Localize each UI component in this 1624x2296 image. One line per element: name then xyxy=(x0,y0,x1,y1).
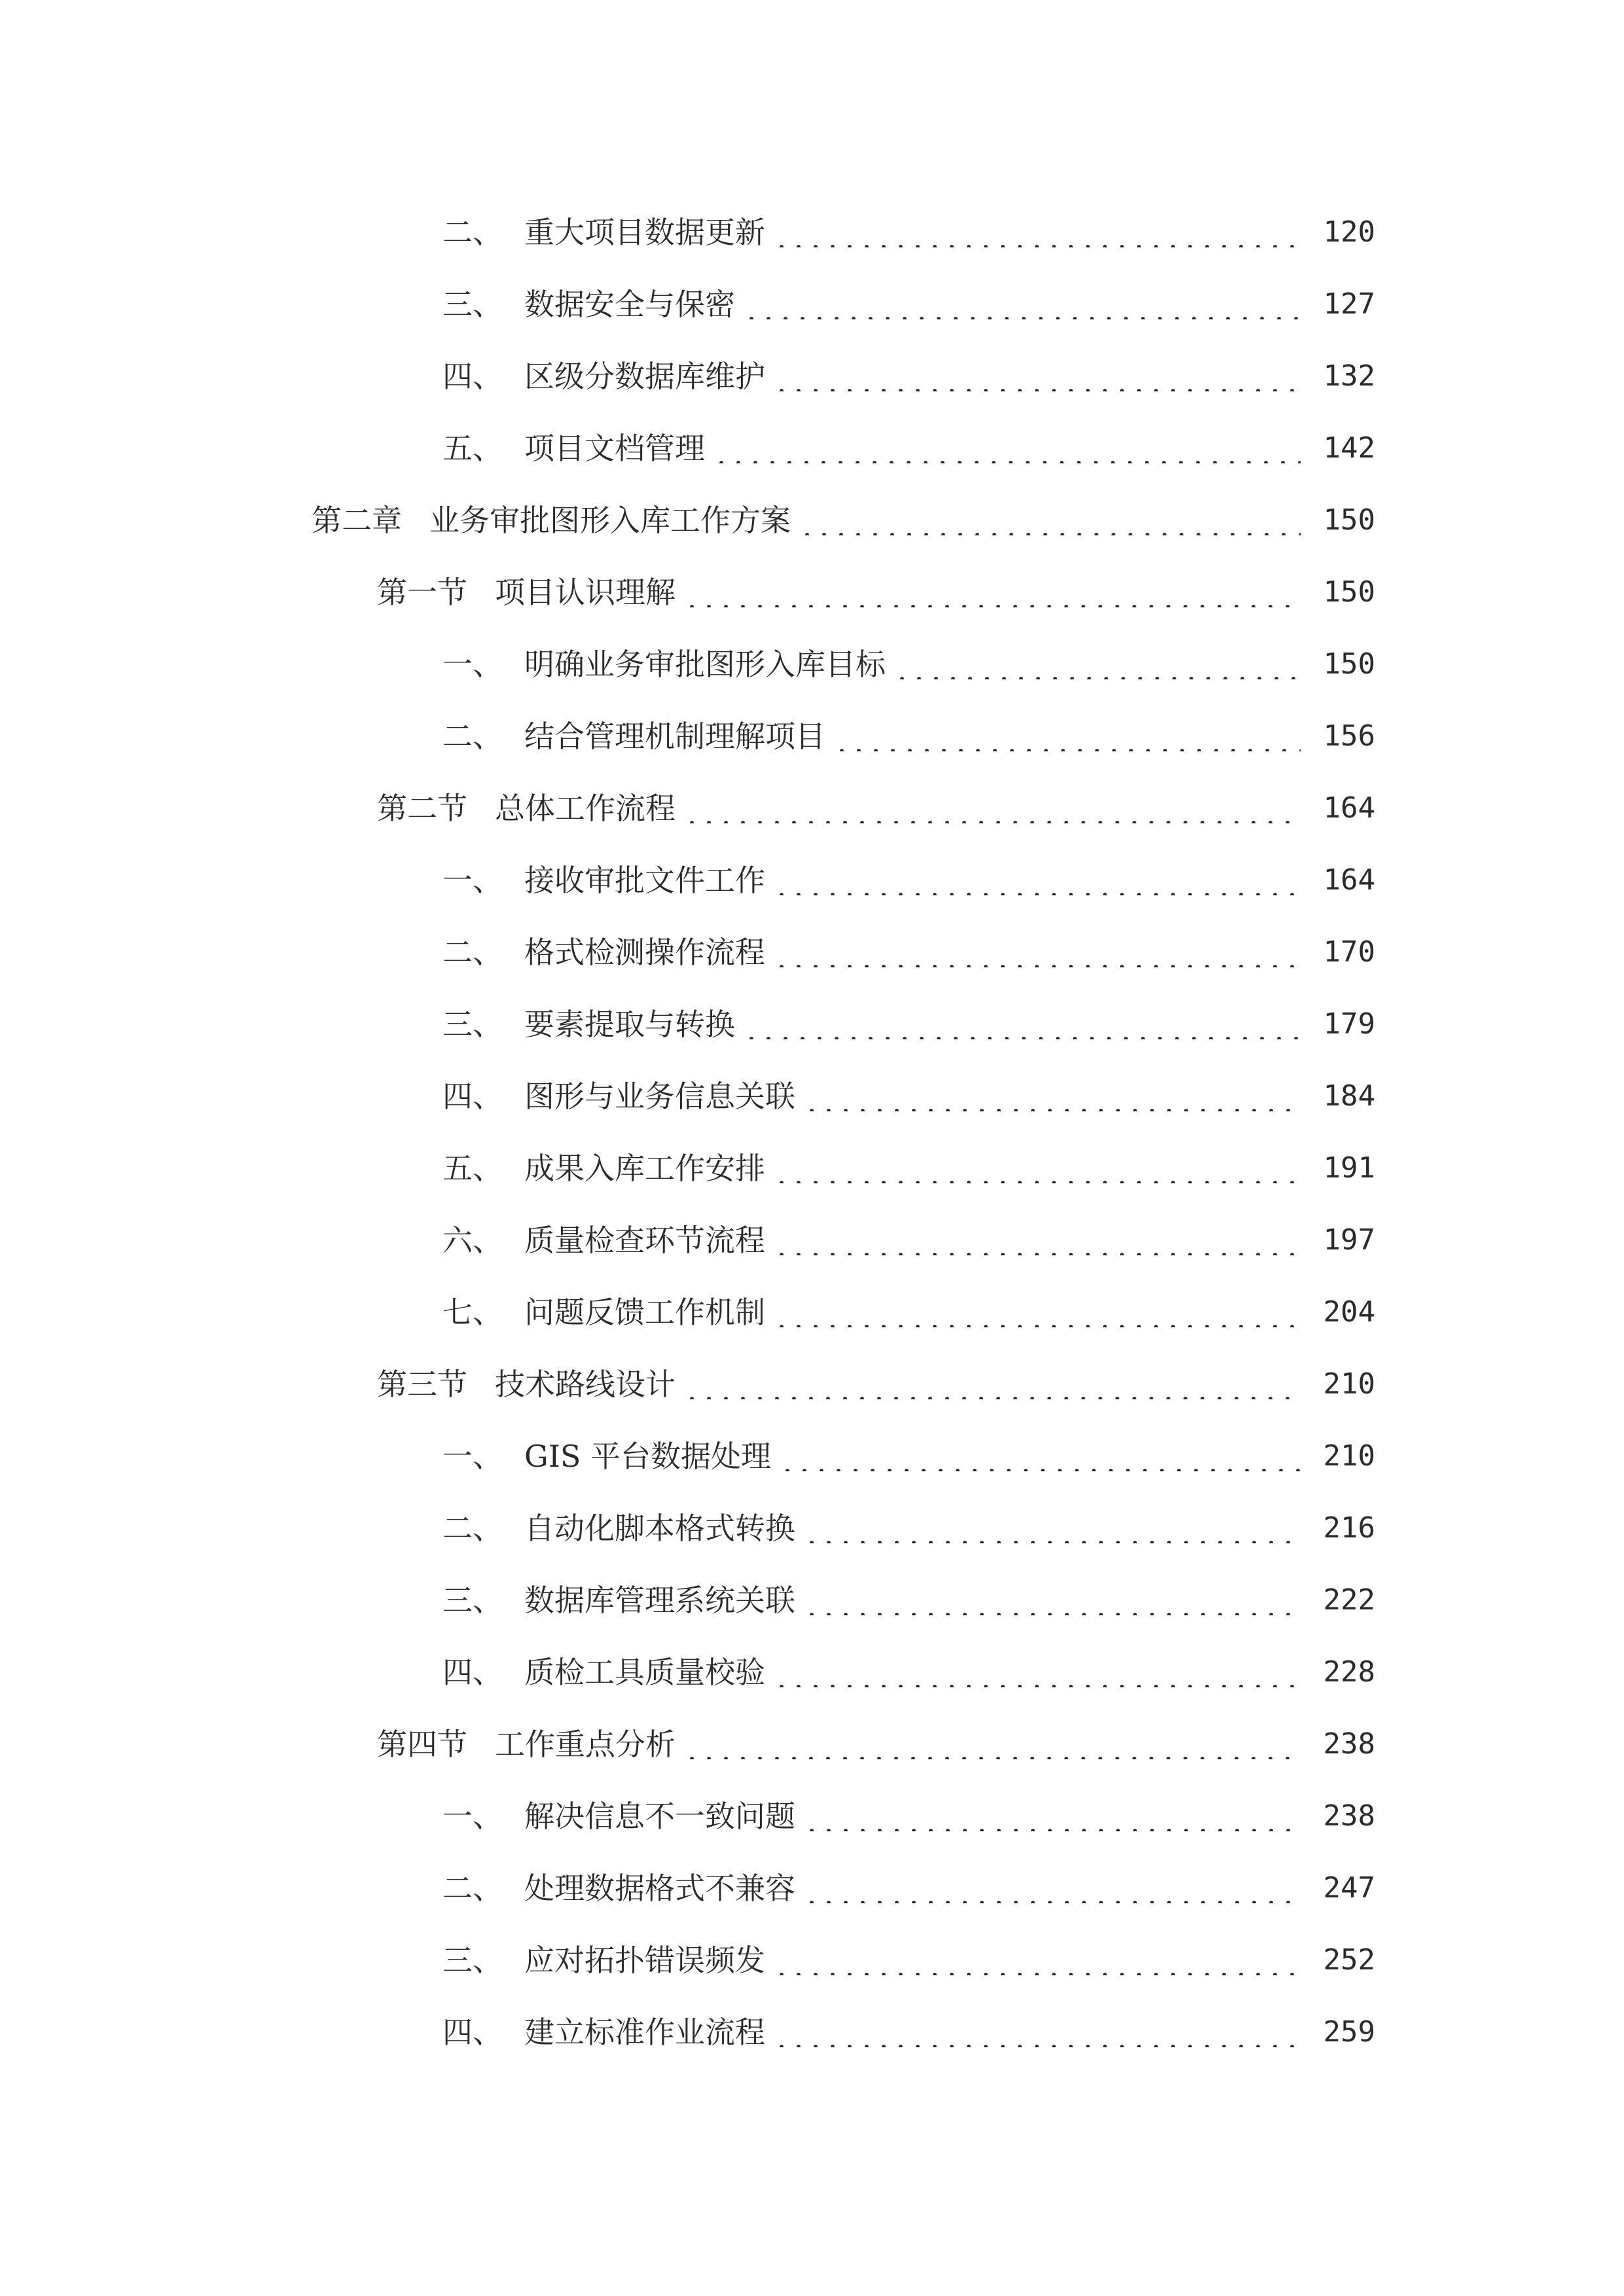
dot-leader xyxy=(683,793,1301,823)
toc-entry-page: 197 xyxy=(1323,1223,1375,1257)
dot-leader xyxy=(773,1945,1301,1975)
dot-leader xyxy=(803,1081,1301,1111)
toc-entry-page: 132 xyxy=(1323,359,1375,393)
toc-entry[interactable] xyxy=(0,1276,1624,1348)
toc-entry[interactable] xyxy=(0,1636,1624,1708)
toc-entry-page: 259 xyxy=(1323,2015,1375,2049)
dot-leader xyxy=(803,1873,1301,1903)
toc-entry-page: 156 xyxy=(1323,719,1375,753)
dot-leader xyxy=(773,937,1301,967)
toc-entry[interactable] xyxy=(0,340,1624,412)
dot-leader xyxy=(683,1369,1301,1399)
toc-section-entry[interactable] xyxy=(0,1708,1624,1780)
toc-entry[interactable] xyxy=(0,1060,1624,1132)
toc-entry-number: 六、 xyxy=(442,1223,503,1258)
toc-entry-number: 五、 xyxy=(442,1151,503,1186)
toc-entry-page: 127 xyxy=(1323,287,1375,321)
toc-entry-title: 处理数据格式不兼容 xyxy=(524,1871,795,1906)
toc-entry[interactable] xyxy=(0,844,1624,916)
toc-entry-page: 216 xyxy=(1323,1511,1375,1545)
dot-leader xyxy=(743,1009,1301,1039)
toc-entry[interactable] xyxy=(0,1780,1624,1852)
toc-entry-page: 120 xyxy=(1323,215,1375,249)
toc-entry[interactable] xyxy=(0,1996,1624,2068)
toc-entry-page: 222 xyxy=(1323,1583,1375,1617)
toc-entry-number: 三、 xyxy=(442,287,503,322)
toc-entry[interactable] xyxy=(0,988,1624,1060)
toc-entry-title: 数据库管理系统关联 xyxy=(524,1583,795,1618)
toc-entry-title: 项目文档管理 xyxy=(524,431,705,466)
toc-entry-title: 解决信息不一致问题 xyxy=(524,1799,795,1834)
toc-entry[interactable] xyxy=(0,1924,1624,1996)
toc-entry-title: 要素提取与转换 xyxy=(524,1007,735,1042)
toc-entry-number: 一、 xyxy=(442,1799,503,1834)
dot-leader xyxy=(773,1225,1301,1255)
toc-entry-page: 247 xyxy=(1323,1871,1375,1905)
toc-entry-number: 五、 xyxy=(442,431,503,466)
toc-entry-number: 四、 xyxy=(442,1079,503,1114)
toc-entry-number: 第二节 xyxy=(377,791,467,826)
toc-entry-page: 150 xyxy=(1323,575,1375,609)
toc-entry-number: 七、 xyxy=(442,1295,503,1330)
toc-entry-number: 二、 xyxy=(442,215,503,250)
toc-entry[interactable] xyxy=(0,1420,1624,1492)
toc-entry-number: 一、 xyxy=(442,1439,503,1474)
toc-entry[interactable] xyxy=(0,196,1624,268)
toc-chapter-entry[interactable] xyxy=(0,484,1624,556)
toc-section-entry[interactable] xyxy=(0,556,1624,628)
toc-entry-number: 第三节 xyxy=(377,1367,467,1402)
toc-entry-title: 图形与业务信息关联 xyxy=(524,1079,795,1114)
toc-entry-page: 204 xyxy=(1323,1295,1375,1329)
dot-leader xyxy=(743,289,1301,319)
toc-entry-number: 二、 xyxy=(442,1511,503,1546)
dot-leader xyxy=(779,1441,1301,1471)
toc-entry[interactable] xyxy=(0,1852,1624,1924)
toc-entry-page: 184 xyxy=(1323,1079,1375,1113)
toc-entry-number: 四、 xyxy=(442,2015,503,2050)
toc-entry-number: 四、 xyxy=(442,1655,503,1690)
toc-entry-title: 问题反馈工作机制 xyxy=(524,1295,765,1330)
dot-leader xyxy=(773,361,1301,391)
toc-entry-page: 179 xyxy=(1323,1007,1375,1041)
toc-entry[interactable] xyxy=(0,628,1624,700)
toc-entry-title: 区级分数据库维护 xyxy=(524,359,765,394)
toc-entry-title: 接收审批文件工作 xyxy=(524,863,765,898)
toc-entry-number: 第二章 xyxy=(312,503,402,538)
dot-leader xyxy=(713,433,1301,463)
dot-leader xyxy=(683,577,1301,607)
toc-entry[interactable] xyxy=(0,1564,1624,1636)
toc-entry[interactable] xyxy=(0,1132,1624,1204)
toc-section-entry[interactable] xyxy=(0,772,1624,844)
toc-entry-number: 二、 xyxy=(442,719,503,754)
toc-entry-number: 四、 xyxy=(442,359,503,394)
toc-entry-page: 170 xyxy=(1323,935,1375,969)
toc-entry-number: 三、 xyxy=(442,1007,503,1042)
toc-entry-page: 238 xyxy=(1323,1799,1375,1833)
dot-leader xyxy=(833,721,1301,751)
dot-leader xyxy=(803,1801,1301,1831)
dot-leader xyxy=(773,865,1301,895)
dot-leader xyxy=(893,649,1301,679)
toc-entry-page: 164 xyxy=(1323,791,1375,825)
toc-entry-number: 三、 xyxy=(442,1943,503,1978)
dot-leader xyxy=(773,1657,1301,1687)
toc-entry[interactable] xyxy=(0,412,1624,484)
toc-entry-page: 142 xyxy=(1323,431,1375,465)
dot-leader xyxy=(773,217,1301,247)
toc-entry-page: 191 xyxy=(1323,1151,1375,1185)
toc-entry-title: 建立标准作业流程 xyxy=(524,2015,765,2050)
toc-entry-title: 成果入库工作安排 xyxy=(524,1151,765,1186)
toc-entry-title: 应对拓扑错误频发 xyxy=(524,1943,765,1978)
toc-entry-number: 三、 xyxy=(442,1583,503,1618)
toc-entry-title: 重大项目数据更新 xyxy=(524,215,765,250)
toc-entry-page: 210 xyxy=(1323,1439,1375,1473)
toc-entry-page: 150 xyxy=(1323,503,1375,537)
toc-entry[interactable] xyxy=(0,1492,1624,1564)
toc-entry-page: 252 xyxy=(1323,1943,1375,1977)
toc-entry-title: 业务审批图形入库工作方案 xyxy=(429,503,791,538)
toc-entry-number: 一、 xyxy=(442,647,503,682)
toc-entry-title: 质量检查环节流程 xyxy=(524,1223,765,1258)
toc-entry-title: 总体工作流程 xyxy=(495,791,676,826)
toc-entry-title: 数据安全与保密 xyxy=(524,287,735,322)
dot-leader xyxy=(799,505,1301,535)
toc-entry[interactable] xyxy=(0,1204,1624,1276)
toc-entry-number: 第一节 xyxy=(377,575,467,610)
dot-leader xyxy=(773,2017,1301,2047)
toc-entry-title: 质检工具质量校验 xyxy=(524,1655,765,1690)
table-of-contents xyxy=(0,196,1624,2068)
toc-entry-page: 238 xyxy=(1323,1727,1375,1761)
toc-entry-page: 228 xyxy=(1323,1655,1375,1689)
toc-entry-page: 210 xyxy=(1323,1367,1375,1401)
toc-entry-page: 164 xyxy=(1323,863,1375,897)
toc-entry-title: 明确业务审批图形入库目标 xyxy=(524,647,886,682)
toc-entry-number: 二、 xyxy=(442,935,503,970)
dot-leader xyxy=(773,1297,1301,1327)
toc-entry[interactable] xyxy=(0,700,1624,772)
toc-entry-title: 格式检测操作流程 xyxy=(524,935,765,970)
toc-entry-page: 150 xyxy=(1323,647,1375,681)
toc-entry-title: GIS 平台数据处理 xyxy=(524,1439,772,1474)
toc-entry[interactable] xyxy=(0,268,1624,340)
dot-leader xyxy=(773,1153,1301,1183)
dot-leader xyxy=(683,1729,1301,1759)
toc-entry-number: 二、 xyxy=(442,1871,503,1906)
dot-leader xyxy=(803,1513,1301,1543)
toc-entry-title: 自动化脚本格式转换 xyxy=(524,1511,795,1546)
dot-leader xyxy=(803,1585,1301,1615)
toc-entry[interactable] xyxy=(0,916,1624,988)
toc-entry-title: 结合管理机制理解项目 xyxy=(524,719,825,754)
toc-entry-number: 一、 xyxy=(442,863,503,898)
toc-section-entry[interactable] xyxy=(0,1348,1624,1420)
toc-entry-number: 第四节 xyxy=(377,1727,467,1762)
toc-entry-title: 技术路线设计 xyxy=(495,1367,676,1402)
toc-entry-title: 项目认识理解 xyxy=(495,575,676,610)
toc-entry-title: 工作重点分析 xyxy=(495,1727,676,1762)
